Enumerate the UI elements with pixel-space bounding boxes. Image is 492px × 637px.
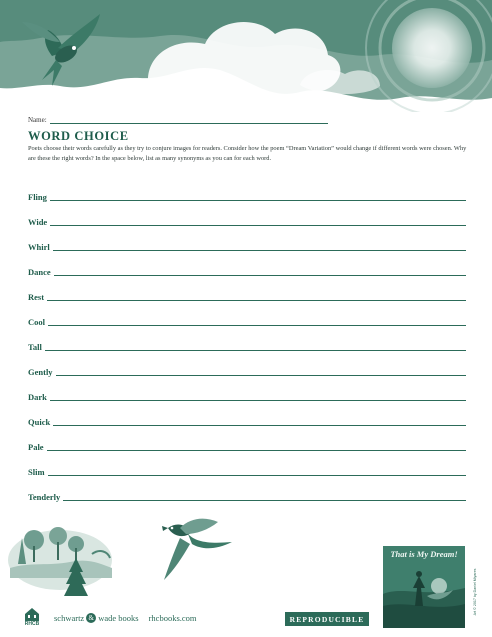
house-icon: [24, 607, 40, 621]
word-list: [28, 177, 466, 502]
word-row: [28, 452, 466, 477]
worksheet-instructions: Poets choose their words carefully as they try to conjure images for readers. Consider how the poem “Dream Variation” would change if different words were chosen. Why are these the right words? In the space below, list as many synonyms as you can for each word.: [28, 145, 467, 162]
synonym-answer-line[interactable]: [53, 415, 466, 426]
word-label: Gently: [28, 367, 53, 377]
word-label: Whirl: [28, 242, 50, 252]
synonym-answer-line[interactable]: [48, 315, 466, 326]
word-label: Tall: [28, 342, 42, 352]
rhcb-logo: [22, 607, 42, 629]
word-label: Fling: [28, 192, 47, 202]
word-row: [28, 377, 466, 402]
synonym-answer-line[interactable]: [47, 290, 466, 301]
footer: [22, 606, 197, 630]
book-title: That is My Dream!: [390, 549, 458, 559]
rhcb-logo-text: RHCB: [24, 621, 40, 627]
synonym-answer-line[interactable]: [50, 390, 466, 401]
ampersand-icon: &: [86, 613, 96, 623]
word-row: [28, 477, 466, 502]
word-label: Cool: [28, 317, 45, 327]
word-label: Dance: [28, 267, 51, 277]
word-row: [28, 177, 466, 202]
synonym-answer-line[interactable]: [53, 240, 466, 251]
header-illustration: [0, 0, 492, 112]
publisher-right: wade books: [98, 613, 139, 623]
word-row: [28, 202, 466, 227]
synonym-answer-line[interactable]: [50, 190, 466, 201]
book-cover: [383, 546, 465, 628]
bottom-illustration: [0, 508, 260, 603]
word-label: Slim: [28, 467, 45, 477]
word-row: [28, 277, 466, 302]
word-label: Tenderly: [28, 492, 61, 502]
word-row: [28, 402, 466, 427]
publisher-name: [54, 613, 139, 623]
word-row: [28, 227, 466, 252]
word-row: [28, 302, 466, 327]
reproducible-badge: REPRODUCIBLE: [285, 612, 369, 626]
synonym-answer-line[interactable]: [54, 265, 466, 276]
word-row: [28, 352, 466, 377]
word-label: Pale: [28, 442, 44, 452]
synonym-answer-line[interactable]: [48, 465, 466, 476]
synonym-answer-line[interactable]: [50, 215, 466, 226]
word-label: Rest: [28, 292, 45, 302]
name-label: Name:: [28, 116, 47, 124]
art-credit: [470, 560, 480, 630]
synonym-answer-line[interactable]: [56, 365, 466, 376]
word-row: [28, 427, 466, 452]
publisher-left: schwartz: [54, 613, 85, 623]
word-row: [28, 252, 466, 277]
synonym-answer-line[interactable]: [47, 440, 466, 451]
art-credit-text: Art © 2017 by Daniel Miyares: [473, 568, 477, 616]
flying-bird-icon: [162, 519, 232, 580]
synonym-answer-line[interactable]: [63, 490, 466, 501]
word-label: Quick: [28, 417, 51, 427]
word-label: Dark: [28, 392, 47, 402]
name-field[interactable]: [50, 122, 328, 124]
name-row: [28, 112, 328, 124]
synonym-answer-line[interactable]: [45, 340, 466, 351]
website-link[interactable]: rhcbooks.com: [148, 613, 197, 623]
word-label: Wide: [28, 217, 48, 227]
word-row: [28, 327, 466, 352]
worksheet-title: WORD CHOICE: [28, 129, 129, 143]
